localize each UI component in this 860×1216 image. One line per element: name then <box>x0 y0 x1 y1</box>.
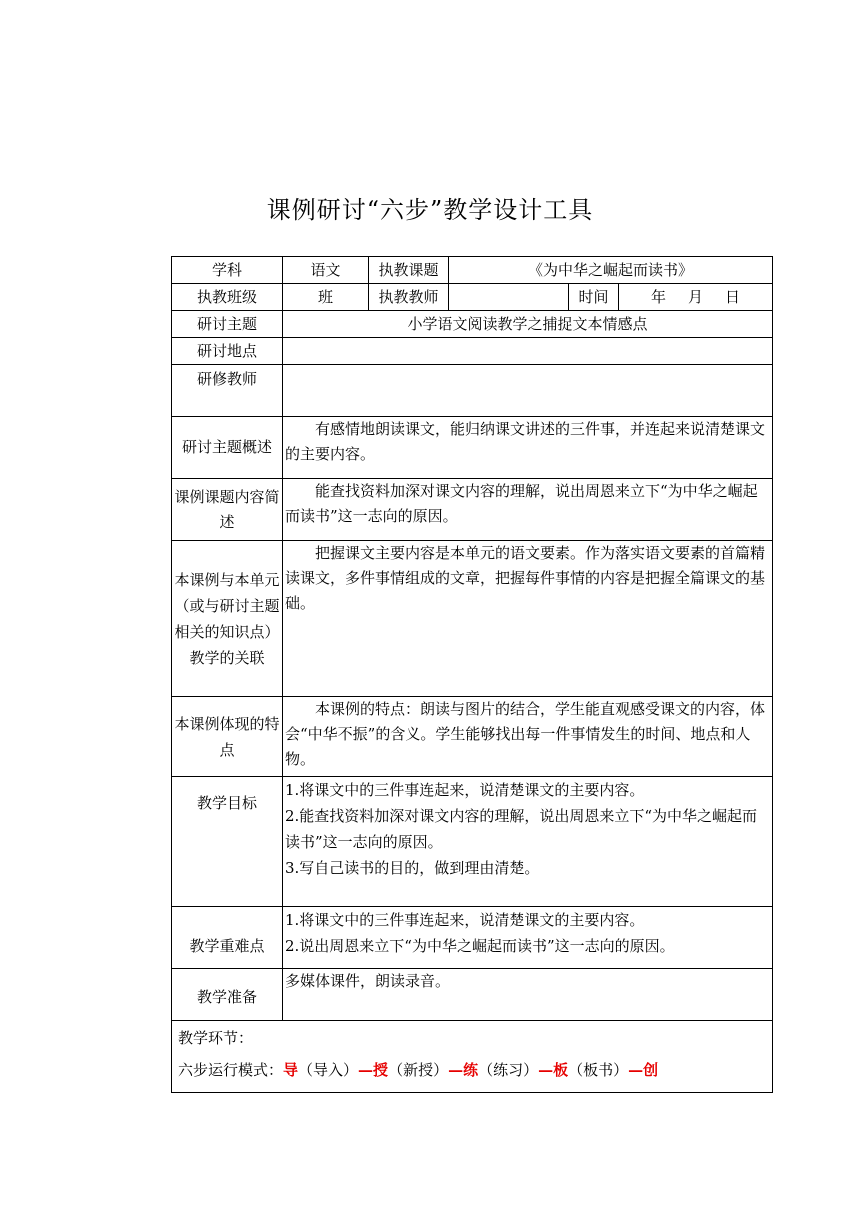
step-4: —板 <box>538 1061 569 1079</box>
date-value <box>619 284 773 311</box>
row-theme <box>172 311 773 338</box>
trainee-label: 研修教师 <box>172 365 283 417</box>
row-prep <box>172 969 773 1021</box>
place-value <box>283 338 773 365</box>
step-5: —创 <box>628 1061 659 1079</box>
goals-list <box>283 777 773 907</box>
relation-value: 把握课文主要内容是本单元的语文要素。作为落实语文要素的首篇精读课文，多件事情组成的文章，把握每件事情的内容是把握全篇课文的基础。 <box>283 541 773 697</box>
relation-label: 本课例与本单元（或与研讨主题相关的知识点）教学的关联 <box>172 541 283 697</box>
six-steps-prefix: 六步运行模式： <box>178 1061 284 1079</box>
summary-value: 能查找资料加深对课文内容的理解，说出周恩来立下“为中华之崛起而读书”这一志向的原因。 <box>283 479 773 541</box>
trainee-value <box>283 365 773 417</box>
row-keypoints <box>172 907 773 969</box>
steps-cell <box>172 1021 773 1093</box>
place-label: 研讨地点 <box>172 338 283 365</box>
date-month: 月 <box>687 287 703 306</box>
theme-label: 研讨主题 <box>172 311 283 338</box>
features-value: 本课例的特点：朗读与图片的结合，学生能直观感受课文的内容，体会“中华不振”的含义。学生能够找出每一件事情发生的时间、地点和人物。 <box>283 697 773 777</box>
step-3-note: （练习） <box>478 1061 539 1079</box>
date-day: 日 <box>725 287 741 306</box>
keypoint-item-2: 2.说出周恩来立下“为中华之崛起而读书”这一志向的原因。 <box>285 937 675 955</box>
row-summary <box>172 479 773 541</box>
topic-label: 执教课题 <box>369 257 449 284</box>
goal-item-2: 2.能查找资料加深对课文内容的理解，说出周恩来立下“为中华之崛起而读书”这一志向的原因。 <box>285 807 757 851</box>
goal-item-3: 3.写自己读书的目的，做到理由清楚。 <box>285 859 540 877</box>
step-2: —授 <box>358 1061 389 1079</box>
features-label: 本课例体现的特点 <box>172 697 283 777</box>
step-2-note: （新授） <box>388 1061 449 1079</box>
step-3: —练 <box>448 1061 479 1079</box>
subject-value: 语文 <box>283 257 369 284</box>
overview-label: 研讨主题概述 <box>172 417 283 479</box>
lesson-design-table <box>171 256 773 1093</box>
row-features <box>172 697 773 777</box>
class-label: 执教班级 <box>172 284 283 311</box>
row-goals <box>172 777 773 907</box>
row-relation <box>172 541 773 697</box>
prep-label: 教学准备 <box>172 969 283 1021</box>
step-1-note: （导入） <box>298 1061 359 1079</box>
row-class <box>172 284 773 311</box>
topic-value: 《为中华之崛起而读书》 <box>449 257 773 284</box>
row-subject <box>172 257 773 284</box>
steps-heading: 教学环节： <box>178 1029 254 1047</box>
theme-value: 小学语文阅读教学之捕捉文本情感点 <box>283 311 773 338</box>
page-title: 课例研讨“六步”教学设计工具 <box>266 196 594 224</box>
overview-value: 有感情地朗读课文，能归纳课文讲述的三件事，并连起来说清楚课文的主要内容。 <box>283 417 773 479</box>
step-1: 导 <box>283 1061 299 1079</box>
date-year: 年 <box>650 287 666 306</box>
row-steps <box>172 1021 773 1093</box>
summary-label: 课例课题内容简述 <box>172 479 283 541</box>
row-trainee <box>172 365 773 417</box>
prep-value: 多媒体课件，朗读录音。 <box>283 969 773 1021</box>
keypoints-label: 教学重难点 <box>172 907 283 969</box>
teacher-value <box>449 284 569 311</box>
row-place <box>172 338 773 365</box>
keypoint-item-1: 1.将课文中的三件事连起来，说清楚课文的主要内容。 <box>285 911 645 929</box>
row-overview <box>172 417 773 479</box>
six-steps-line <box>178 1053 766 1087</box>
subject-label: 学科 <box>172 257 283 284</box>
time-label: 时间 <box>569 284 619 311</box>
goal-item-1: 1.将课文中的三件事连起来，说清楚课文的主要内容。 <box>285 781 645 799</box>
goals-label: 教学目标 <box>172 777 283 907</box>
step-4-note: （板书） <box>568 1061 629 1079</box>
class-value: 班 <box>283 284 369 311</box>
teacher-label: 执教教师 <box>369 284 449 311</box>
keypoints-list <box>283 907 773 969</box>
